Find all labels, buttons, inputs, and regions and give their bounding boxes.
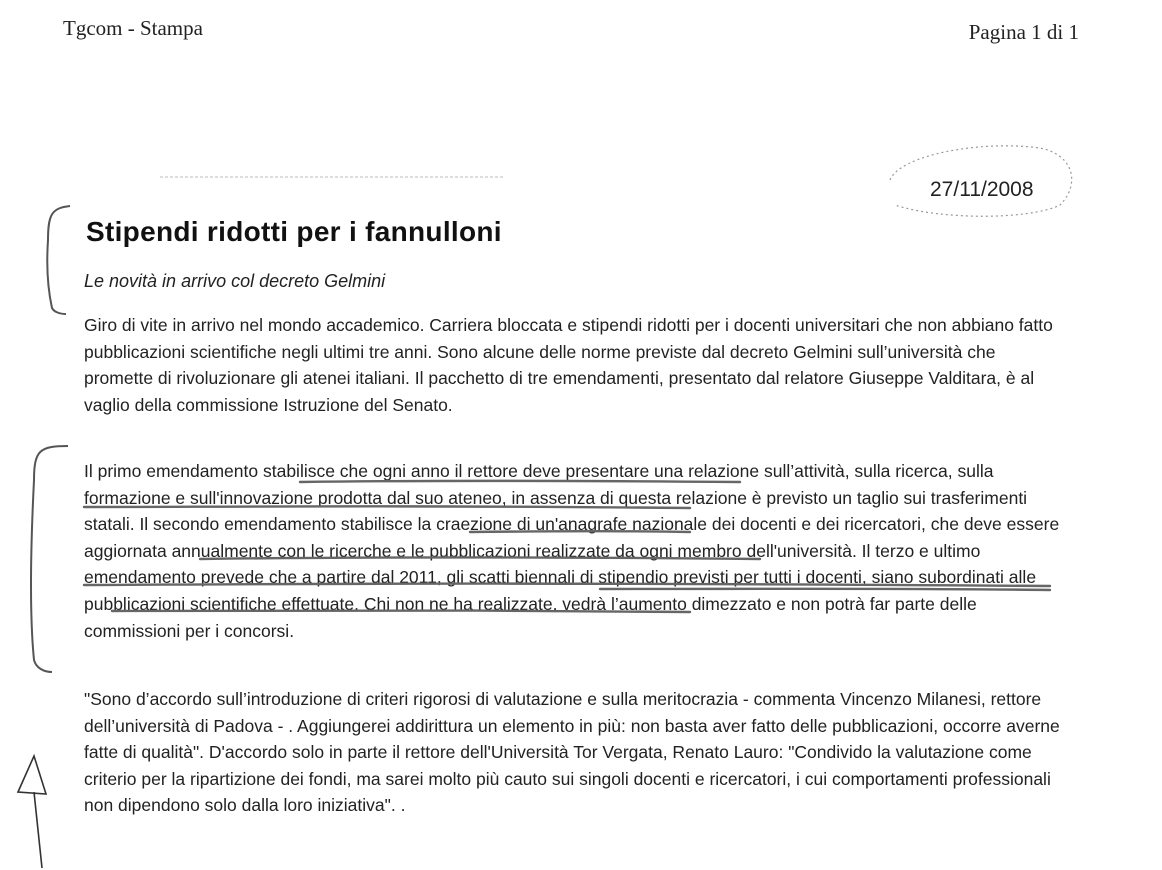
article-date: 27/11/2008 <box>930 178 1034 201</box>
paragraph-3: "Sono d’accordo sull’introduzione di criteri rigorosi di valutazione e sulla meritocrazia - commenta Vincenzo Milanesi, rettore dell’università di Padova - . Aggiungerei addirittura un elemento in più: non basta aver fatto delle pubblicazioni, occorre averne fatte di qualità". D'accordo solo in parte il rettore dell'Università Tor Vergata, Renato Lauro: "Condivido la valutazione come criterio per la ripartizione dei fondi, ma sarei molto più cauto sui singoli docenti e ricercatori, i cui comportamenti professionali non dipendono solo dalla loro iniziativa". . <box>84 689 1060 816</box>
article-subtitle: Le novità in arrivo col decreto Gelmini <box>84 271 386 291</box>
paragraph-1: Giro di vite in arrivo nel mondo accademico. Carriera bloccata e stipendi ridotti per i docenti universitari che non abbiano fatto pubblicazioni scientifiche negli ultimi tre anni. Sono alcune delle norme previste dal decreto Gelmini sull’università che promette di rivoluzionare gli atenei italiani. Il pacchetto di tre emendamenti, presentato dal relatore Giuseppe Valditara, è al vaglio della commissione Istruzione del Senato. <box>84 315 1053 415</box>
article-title: Stipendi ridotti per i fannulloni <box>86 216 502 247</box>
paragraph-2: Il primo emendamento stabilisce che ogni anno il rettore deve presentare una relazione sull’attività, sulla ricerca, sulla formazione e sull'innovazione prodotta dal suo ateneo, in assenza di questa relazione è previsto un taglio sui trasferimenti statali. Il secondo emendamento stabilisce la craezione di un'anagrafe nazionale dei docenti e dei ricercatori, che deve essere aggiornata annualmente con le ricerche e le pubblicazioni realizzate da ogni membro dell'università. Il terzo e ultimo emendamento prevede che a partire dal 2011, gli scatti biennali di stipendio previsti per tutti i docenti, siano subordinati alle pubblicazioni scientifiche effettuate. Chi non ne ha realizzate, vedrà l’aumento dimezzato e non potrà far parte delle commissioni per i concorsi. <box>84 461 1060 641</box>
paragraph-bracket-mark <box>31 446 68 672</box>
arrow-mark <box>18 756 46 868</box>
title-bracket-mark <box>47 206 70 314</box>
source-header: Tgcom - Stampa <box>63 16 203 40</box>
page-number: Pagina 1 di 1 <box>968 20 1079 44</box>
